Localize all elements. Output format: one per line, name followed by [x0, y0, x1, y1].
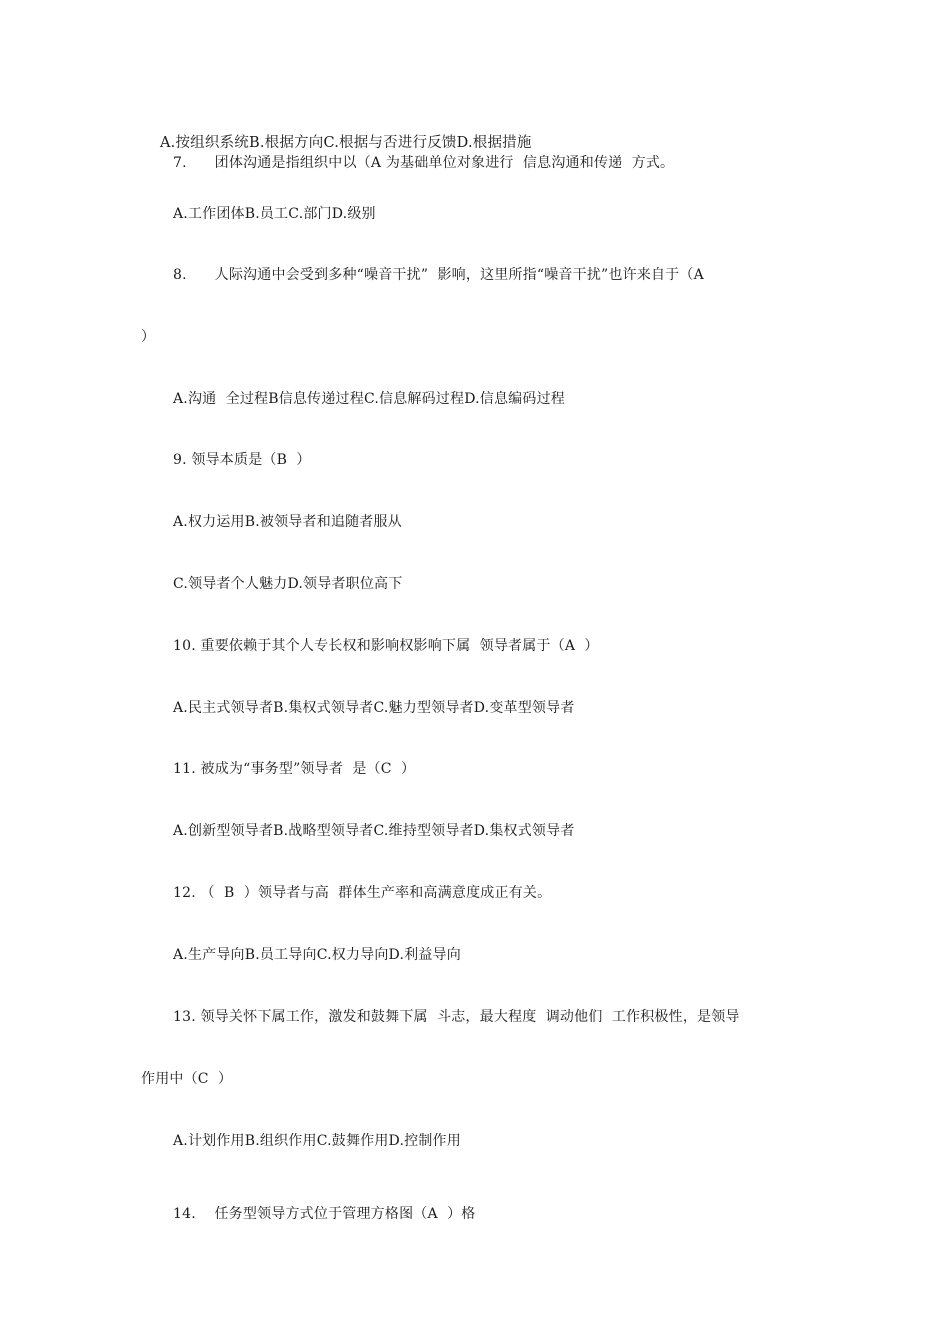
text-line-options-12: A.生产导向B.员工导向C.权力导向D.利益导向 — [173, 947, 461, 963]
text-line-options-13: A.计划作用B.组织作用C.鼓舞作用D.控制作用 — [173, 1133, 461, 1149]
text-line-question-12: 12. （ B ）领导者与高 群体生产率和高满意度成正有关。 — [173, 885, 552, 901]
text-line-question-8-cont: ） — [141, 329, 156, 345]
text-line-question-9: 9. 领导本质是（B ） — [173, 452, 311, 468]
text-line-options-6: A.按组织系统B.根据方向C.根据与否进行反馈D.根据措施 — [160, 135, 532, 151]
text-line-question-11: 11. 被成为“事务型”领导者 是（C ） — [173, 761, 416, 777]
text-line-options-11: A.创新型领导者B.战略型领导者C.维持型领导者D.集权式领导者 — [173, 823, 575, 839]
text-line-question-8: 8. 人际沟通中会受到多种“噪音干扰” 影响，这里所指“噪音干扰”也许来自于（A — [173, 267, 704, 283]
text-line-options-9b: C.领导者个人魅力D.领导者职位高下 — [173, 576, 403, 592]
text-line-question-13-cont: 作用中（C ） — [141, 1071, 233, 1087]
text-line-question-14: 14. 任务型领导方式位于管理方格图（A ）格 — [173, 1206, 476, 1222]
text-line-question-10: 10. 重要依赖于其个人专长权和影响权影响下属 领导者属于（A ） — [173, 638, 599, 654]
text-line-question-13: 13. 领导关怀下属工作，激发和鼓舞下属 斗志，最大程度 调动他们 工作积极性，是领导 — [173, 1009, 740, 1025]
text-line-options-7: A.工作团体B.员工C.部门D.级别 — [173, 206, 376, 222]
text-line-options-8: A.沟通 全过程B信息传递过程C.信息解码过程D.信息编码过程 — [173, 391, 565, 407]
text-line-options-9a: A.权力运用B.被领导者和追随者服从 — [173, 514, 402, 530]
text-line-question-7: 7. 团体沟通是指组织中以（A 为基础单位对象进行 信息沟通和传递 方式。 — [173, 155, 675, 171]
text-line-options-10: A.民主式领导者B.集权式领导者C.魅力型领导者D.变革型领导者 — [173, 700, 575, 716]
